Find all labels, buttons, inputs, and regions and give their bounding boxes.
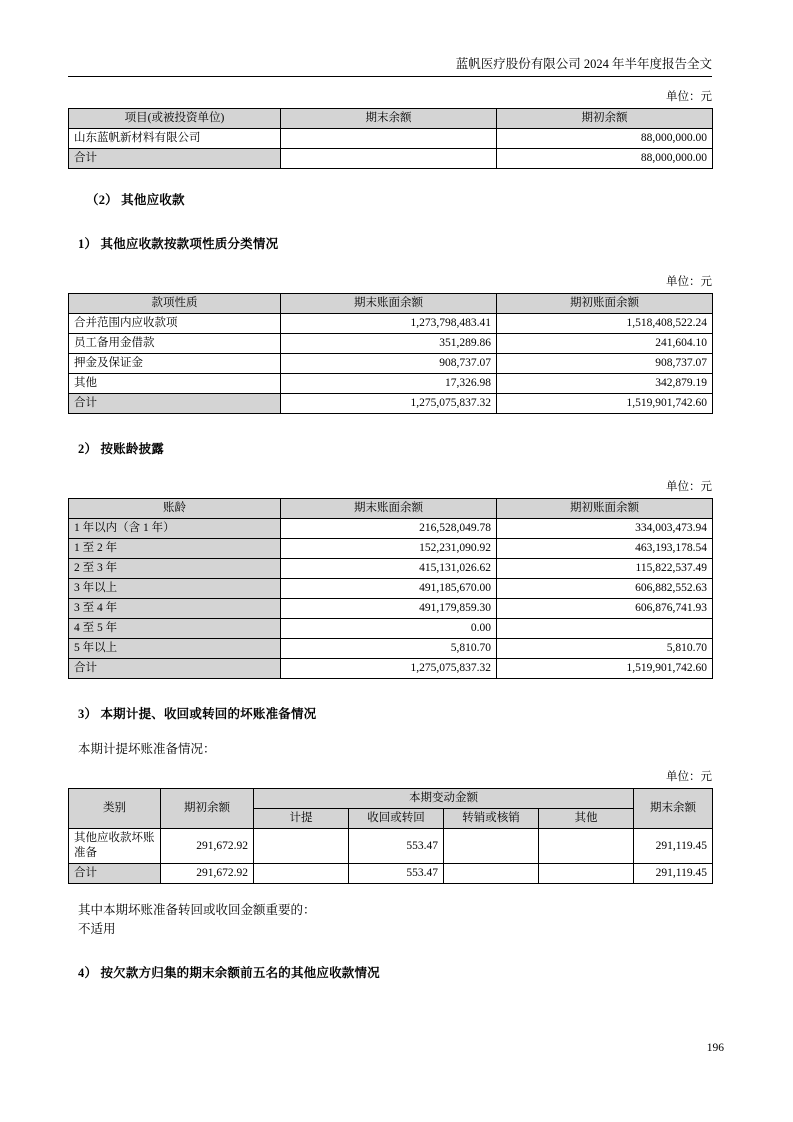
col-header-beginning: 期初余额	[497, 109, 713, 129]
col-header-beginning-balance: 期初余额	[161, 789, 254, 829]
bad-debt-note-label: 其中本期坏账准备转回或收回金额重要的：	[78, 903, 316, 917]
col-header-ending-balance: 期末余额	[634, 789, 713, 829]
col-header-written-off: 转销或核销	[444, 809, 539, 829]
cell-ending: 491,185,670.00	[281, 579, 497, 599]
heading-bad-debt-provision: 3） 本期计提、收回或转回的坏账准备情况	[78, 707, 317, 721]
cell-ending: 351,289.86	[281, 334, 497, 354]
bad-debt-intro: 本期计提坏账准备情况：	[78, 742, 216, 756]
cell-ending: 291,119.45	[634, 864, 713, 884]
cell-beginning: 908,737.07	[497, 354, 713, 374]
row-label: 合计	[69, 394, 281, 414]
cell-beginning: 606,876,741.93	[497, 599, 713, 619]
table-nature-wrap	[68, 293, 712, 414]
cell-beginning: 291,672.92	[161, 864, 254, 884]
unit-label-aging: 单位：元	[666, 481, 712, 493]
cell-beginning: 1,519,901,742.60	[497, 659, 713, 679]
table-row	[69, 539, 713, 559]
row-label: 4 至 5 年	[69, 619, 281, 639]
row-label: 合计	[69, 659, 281, 679]
col-header-aging: 账龄	[69, 499, 281, 519]
cell-other	[539, 829, 634, 864]
table-bad-debt-wrap	[68, 788, 712, 884]
row-label: 3 至 4 年	[69, 599, 281, 619]
col-header-ending: 期末账面余额	[281, 294, 497, 314]
col-header-nature: 款项性质	[69, 294, 281, 314]
page-number: 196	[706, 1042, 724, 1054]
row-label: 合计	[69, 864, 161, 884]
cell-ending: 491,179,859.30	[281, 599, 497, 619]
cell-beginning: 115,822,537.49	[497, 559, 713, 579]
row-label: 合并范围内应收款项	[69, 314, 281, 334]
cell-beginning: 88,000,000.00	[497, 149, 713, 169]
cell-ending: 5,810.70	[281, 639, 497, 659]
col-header-recovered: 收回或转回	[349, 809, 444, 829]
col-header-item: 项目(或被投资单位)	[69, 109, 281, 129]
cell-written-off	[444, 864, 539, 884]
cell-beginning: 291,672.92	[161, 829, 254, 864]
table-row-total	[69, 864, 713, 884]
table-row	[69, 619, 713, 639]
cell-written-off	[444, 829, 539, 864]
col-header-change-group: 本期变动金额	[254, 789, 634, 809]
table-receivables-by-nature	[68, 293, 713, 414]
row-label: 其他应收款坏账准备	[69, 829, 161, 864]
cell-beginning: 606,882,552.63	[497, 579, 713, 599]
table-row	[69, 374, 713, 394]
col-header-beginning: 期初账面余额	[497, 499, 713, 519]
col-header-ending: 期末账面余额	[281, 499, 497, 519]
table-investment	[68, 108, 713, 169]
table-header-row	[69, 109, 713, 129]
row-label: 3 年以上	[69, 579, 281, 599]
table-row	[69, 519, 713, 539]
table-row	[69, 354, 713, 374]
page-content	[68, 90, 712, 982]
col-header-provision: 计提	[254, 809, 349, 829]
table-aging	[68, 498, 713, 679]
unit-label-nature: 单位：元	[666, 276, 712, 288]
row-label: 1 年以内（含 1 年）	[69, 519, 281, 539]
cell-beginning	[497, 619, 713, 639]
table-header-row	[69, 294, 713, 314]
running-header: 蓝帆医疗股份有限公司 2024 年半年度报告全文	[68, 56, 712, 77]
cell-beginning: 241,604.10	[497, 334, 713, 354]
cell-ending	[281, 129, 497, 149]
cell-beginning: 334,003,473.94	[497, 519, 713, 539]
cell-beginning: 5,810.70	[497, 639, 713, 659]
row-label: 合计	[69, 149, 281, 169]
col-header-ending: 期末余额	[281, 109, 497, 129]
col-header-category: 类别	[69, 789, 161, 829]
table-row	[69, 829, 713, 864]
cell-beginning: 88,000,000.00	[497, 129, 713, 149]
row-label: 员工备用金借款	[69, 334, 281, 354]
cell-beginning: 1,518,408,522.24	[497, 314, 713, 334]
cell-recovered: 553.47	[349, 864, 444, 884]
table-row	[69, 599, 713, 619]
row-label: 山东蓝帆新材料有限公司	[69, 129, 281, 149]
row-label: 1 至 2 年	[69, 539, 281, 559]
table-row	[69, 559, 713, 579]
row-label: 其他	[69, 374, 281, 394]
table-row	[69, 314, 713, 334]
cell-ending: 0.00	[281, 619, 497, 639]
cell-other	[539, 864, 634, 884]
table-investment-wrap	[68, 108, 712, 169]
table-row-total	[69, 149, 713, 169]
table-row	[69, 579, 713, 599]
row-label: 2 至 3 年	[69, 559, 281, 579]
heading-top-five-debtors: 4） 按欠款方归集的期末余额前五名的其他应收款情况	[78, 966, 380, 980]
cell-ending: 1,275,075,837.32	[281, 659, 497, 679]
unit-label-bad-debt: 单位：元	[666, 771, 712, 783]
cell-provision	[254, 864, 349, 884]
table-row	[69, 639, 713, 659]
unit-label-investment: 单位：元	[666, 91, 712, 103]
heading-aging-disclosure: 2） 按账龄披露	[78, 442, 164, 456]
table-row-total	[69, 394, 713, 414]
cell-ending: 1,275,075,837.32	[281, 394, 497, 414]
bad-debt-note-value: 不适用	[78, 922, 116, 936]
table-row	[69, 129, 713, 149]
cell-ending	[281, 149, 497, 169]
heading-other-receivables: （2） 其他应收款	[86, 193, 185, 207]
cell-beginning: 1,519,901,742.60	[497, 394, 713, 414]
table-row-total	[69, 659, 713, 679]
cell-ending: 291,119.45	[634, 829, 713, 864]
col-header-other: 其他	[539, 809, 634, 829]
heading-classification-by-nature: 1） 其他应收款按款项性质分类情况	[78, 237, 279, 251]
cell-ending: 17,326.98	[281, 374, 497, 394]
cell-recovered: 553.47	[349, 829, 444, 864]
cell-beginning: 342,879.19	[497, 374, 713, 394]
table-row	[69, 334, 713, 354]
table-header-row-top	[69, 789, 713, 809]
cell-ending: 152,231,090.92	[281, 539, 497, 559]
cell-beginning: 463,193,178.54	[497, 539, 713, 559]
table-header-row	[69, 499, 713, 519]
row-label: 5 年以上	[69, 639, 281, 659]
cell-ending: 1,273,798,483.41	[281, 314, 497, 334]
table-bad-debt-provision	[68, 788, 713, 884]
table-aging-wrap	[68, 498, 712, 679]
row-label: 押金及保证金	[69, 354, 281, 374]
cell-ending: 415,131,026.62	[281, 559, 497, 579]
col-header-beginning: 期初账面余额	[497, 294, 713, 314]
cell-ending: 908,737.07	[281, 354, 497, 374]
cell-provision	[254, 829, 349, 864]
cell-ending: 216,528,049.78	[281, 519, 497, 539]
